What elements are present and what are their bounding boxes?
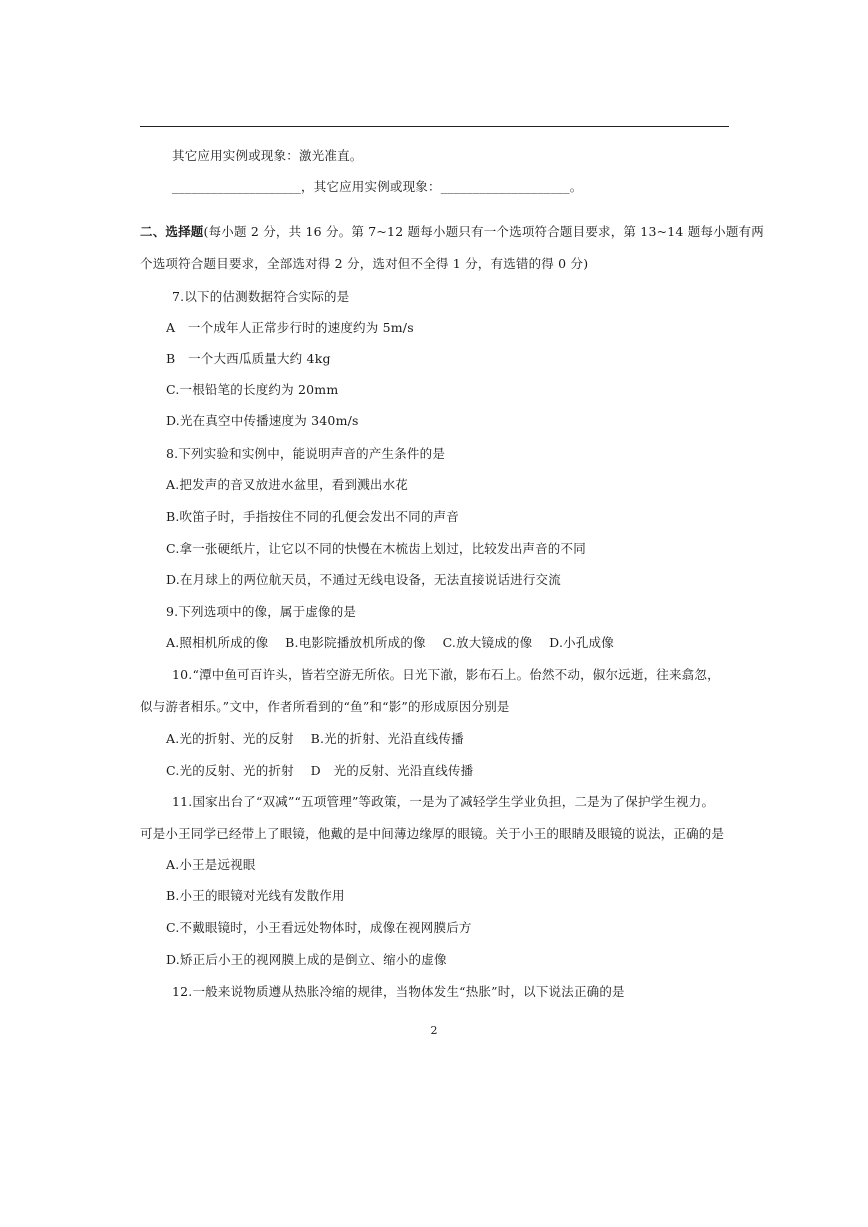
question-7-option-d: D.光在真空中传播速度为 340m/s <box>166 413 359 428</box>
question-12-stem: 12.一般来说物质遵从热胀冷缩的规律，当物体发生“热胀”时，以下说法正确的是 <box>172 984 625 999</box>
question-9-options: A.照相机所成的像 B.电影院播放机所成的像 C.放大镜成的像 D.小孔成像 <box>166 635 614 650</box>
question-10-stem-line-2: 似与游者相乐。”文中，作者所看到的“鱼”和“影”的形成原因分别是 <box>140 699 510 714</box>
question-10-stem-line-1: 10.“潭中鱼可百许头，皆若空游无所依。日光下澈，影布石上。佁然不动，俶尔远逝，往来翕忽， <box>172 667 720 682</box>
question-11-stem-line-1: 11.国家出台了“双减”“五项管理”等政策，一是为了减轻学生学业负担，二是为了保护学生视力。 <box>172 794 715 809</box>
page-number: 2 <box>430 1024 438 1037</box>
example-application-line: 其它应用实例或现象：激光准直。 <box>172 148 363 163</box>
question-8-option-b: B.吹笛子时，手指按住不同的孔便会发出不同的声音 <box>166 509 459 524</box>
section-instructions-text: (每小题 2 分，共 16 分。第 7~12 题每小题只有一个选项符合题目要求，第 13~14 题每小题有两 <box>203 224 764 239</box>
header-rule <box>140 126 729 127</box>
question-11-option-c: C.不戴眼镜时，小王看远处物体时，成像在视网膜后方 <box>166 920 472 935</box>
question-9-stem: 9.下列选项中的像，属于虚像的是 <box>166 604 357 619</box>
question-11-stem-line-2: 可是小王同学已经带上了眼镜，他戴的是中间薄边缘厚的眼镜。关于小王的眼睛及眼镜的说法，正确的是 <box>140 826 725 841</box>
question-7-option-c: C.一根铅笔的长度约为 20mm <box>166 382 339 397</box>
question-11-option-b: B.小王的眼镜对光线有发散作用 <box>166 888 345 903</box>
question-8-option-a: A.把发声的音叉放进水盆里，看到溅出水花 <box>166 477 409 492</box>
question-8-stem: 8.下列实验和实例中，能说明声音的产生条件的是 <box>166 446 446 461</box>
question-11-option-d: D.矫正后小王的视网膜上成的是倒立、缩小的虚像 <box>166 952 447 967</box>
question-11-option-a: A.小王是远视眼 <box>166 857 256 872</box>
section-instructions-line-2: 个选项符合题目要求，全部选对得 2 分，选对但不全得 1 分，有选错的得 0 分) <box>140 256 589 271</box>
fill-in-blank-line: ____________________，其它应用实例或现象：____________________。 <box>172 179 583 194</box>
question-8-option-c: C.拿一张硬纸片，让它以不同的快慢在木梳齿上划过，比较发出声音的不同 <box>166 541 586 556</box>
section-instructions-line-1 <box>140 224 764 240</box>
question-7-option-b: B 一个大西瓜质量大约 4kg <box>166 351 331 366</box>
question-10-options-line-1: A.光的折射、光的反射 B.光的折射、光沿直线传播 <box>166 731 464 746</box>
section-heading: 二、选择题 <box>140 224 204 239</box>
question-7-option-a: A 一个成年人正常步行时的速度约为 5m/s <box>166 320 414 335</box>
question-7-stem: 7.以下的估测数据符合实际的是 <box>172 289 350 304</box>
question-8-option-d: D.在月球上的两位航天员，不通过无线电设备，无法直接说话进行交流 <box>166 572 561 587</box>
question-10-options-line-2: C.光的反射、光的折射 D 光的反射、光沿直线传播 <box>166 763 474 778</box>
